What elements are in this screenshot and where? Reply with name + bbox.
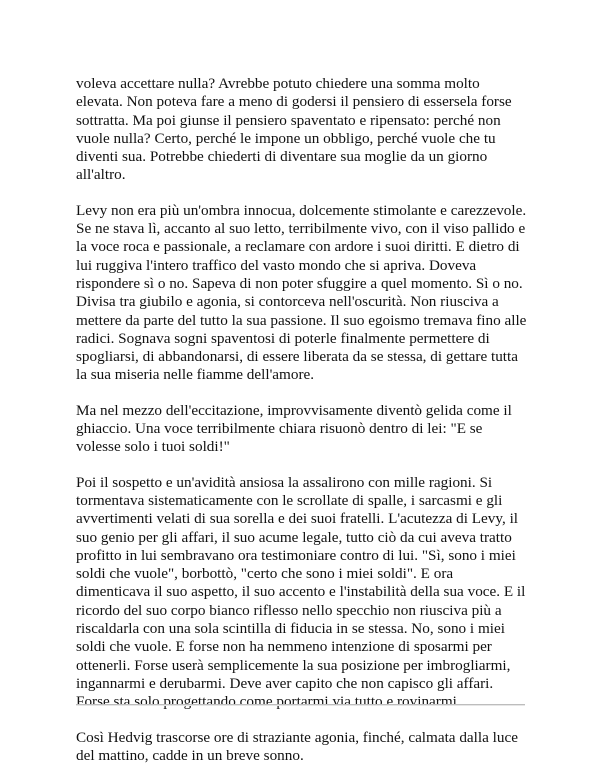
paragraph: Così Hedvig trascorse ore di straziante agonia, finché, calmata dalla luce del mattino, cadde in un breve sonno. [76, 728, 518, 764]
paragraph: Ma nel mezzo dell'eccitazione, improvvisamente diventò gelida come il ghiaccio. Una voce terribilmente chiara risuonò dentro di lei: "E se volesse solo i tuoi soldi!" [76, 401, 512, 456]
paragraph: Poi il sospetto e un'avidità ansiosa la assalirono con mille ragioni. Si tormentava sistematicamente con le scrollate di spalle, i sarcasmi e gli avvertimenti velati di sua sorella e dei suoi fratelli. L'acutezza di Levy, il suo genio per gli affari, il suo acume legale, tutto ciò da cui aveva tratto profitto in lui sembravano ora testimoniare contro di lui. "Sì, sono i miei soldi che vuole", borbottò, "certo che sono i miei soldi". E ora dimenticava il suo aspetto, il suo accento e l'instabilità della sua voce. E il ricordo del suo corpo bianco riflesso nello specchio non riusciva più a riscaldarla con una sola scintilla di fiducia in se stessa. No, sono i miei soldi che vuole. E forse non ha nemmeno intenzione di sposarmi per ottenerli. Forse userà semplicemente la sua posizione per imbrogliarmi, ingannarmi e derubarmi. Deve aver capito che non capisco gli affari. Forse sta solo progettando come portarmi via tutto e rovinarmi. [76, 473, 526, 711]
paragraph: voleva accettare nulla? Avrebbe potuto chiedere una somma molto elevata. Non poteva fare a meno di godersi il pensiero di essersela forse sottratta. Ma poi giunse il pensiero spaventato e ripensato: perché non vuole nulla? Certo, perché le impone un obbligo, perché vuole che tu diventi sua. Potrebbe chiederti di diventare sua moglie da un giorno all'altro. [76, 75, 512, 184]
document-body [76, 75, 530, 782]
horizontal-divider [76, 704, 525, 706]
paragraph: Levy non era più un'ombra innocua, dolcemente stimolante e carezzevole. Se ne stava lì, accanto al suo letto, terribilmente vivo, con il viso pallido e la voce roca e passionale, a reclamare con ardore i suoi diritti. E dietro di lui ruggiva l'intero traffico del vasto mondo che si apriva. Doveva rispondere sì o no. Sapeva di non poter sfuggire a quel momento. Sì o no. Divisa tra giubilo e agonia, si contorceva nell'oscurità. Non riusciva a mettere da parte del tutto la sua passione. Il suo egoismo tremava fino alle radici. Sognava sogni spaventosi di poterle finalmente permettere di spogliarsi, di abbandonarsi, di essere liberata da se stessa, di gettare tutta la sua miseria nelle fiamme dell'amore. [76, 201, 527, 384]
